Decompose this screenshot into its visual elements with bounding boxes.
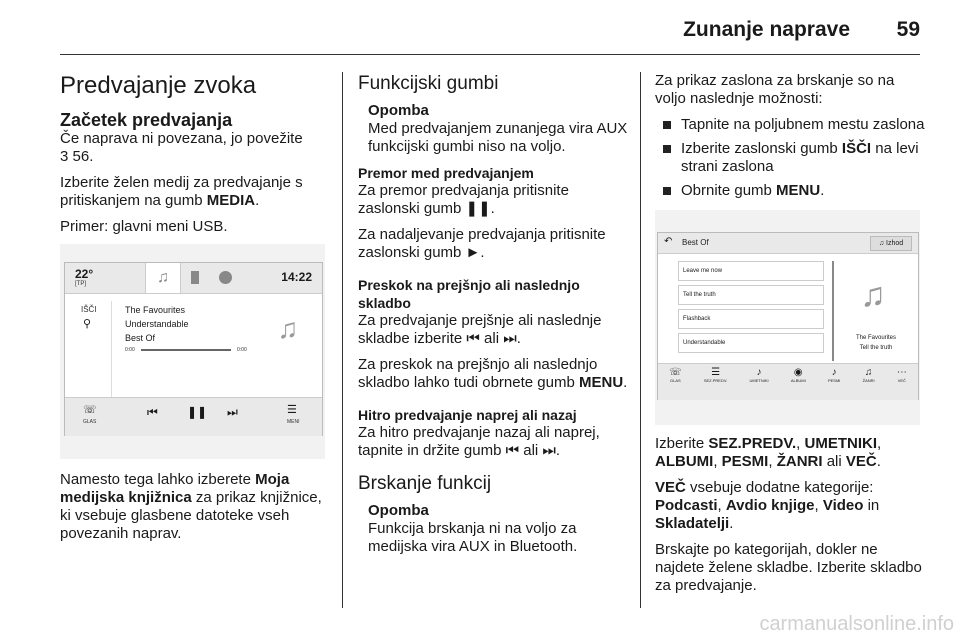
- section-title: Funkcijski gumbi: [358, 73, 499, 94]
- browse-list: [678, 261, 824, 357]
- list-item[interactable]: Tell the truth: [678, 285, 824, 305]
- tab-genres[interactable]: ♫ ŽANRI: [862, 367, 875, 383]
- scrollbar[interactable]: [832, 261, 834, 361]
- menu-icon[interactable]: ☰: [287, 404, 297, 416]
- album-name: The Favourites: [855, 335, 897, 341]
- left-panel: [65, 301, 112, 397]
- list-item[interactable]: Flashback: [678, 309, 824, 329]
- song-title: Understandable: [125, 319, 189, 329]
- column-divider: [342, 72, 343, 608]
- time-start: 0:00: [125, 347, 135, 353]
- paragraph: Brskajte po kategorijah, dokler ne najdete želene skladbe. Izberite skladbo za predvajanje.: [655, 541, 922, 594]
- browse-tabs: [658, 367, 918, 383]
- note-text: Med predvajanjem zunanjega vira AUX funkcijski gumbi niso na voljo.: [368, 120, 628, 155]
- now-playing: [840, 333, 912, 353]
- track-info: [125, 303, 189, 345]
- song-title: Tell the truth: [859, 345, 893, 351]
- album-art-icon: ♫: [277, 313, 299, 344]
- list-item[interactable]: Understandable: [678, 333, 824, 353]
- paragraph: Primer: glavni meni USB.: [60, 218, 228, 235]
- bullet-item: Obrnite gumb MENU.: [655, 182, 925, 200]
- screen-display: [64, 262, 323, 436]
- progress-bar[interactable]: [141, 349, 231, 351]
- search-label[interactable]: IŠČI: [81, 305, 97, 314]
- section-title: Predvajanje zvoka: [60, 72, 257, 99]
- paragraph: VEČ vsebuje dodatne kategorije: Podcasti, Avdio knjige, Video in Skladatelji.: [655, 479, 880, 532]
- header-title: Zunanje naprave: [683, 18, 850, 41]
- subheading: Hitro predvajanje naprej ali nazaj: [358, 407, 577, 423]
- subheading: Premor med predvajanjem: [358, 165, 534, 181]
- browse-screen: [655, 210, 920, 425]
- menu-label: MENI: [287, 419, 300, 425]
- page-reference: 3 56.: [60, 148, 94, 165]
- subheading: Preskok na prejšnjo ali naslednjo skladbo: [358, 277, 580, 311]
- paragraph: Za preskok na prejšnjo ali naslednjo skladbo lahko tudi obrnete gumb MENU.: [358, 356, 628, 391]
- paragraph: Če naprava ni povezana, jo povežite: [60, 130, 303, 147]
- music-tab-icon[interactable]: ♫: [145, 263, 181, 293]
- tab-albums[interactable]: ◉ ALBUMI: [790, 367, 806, 383]
- search-icon[interactable]: ⚲: [83, 318, 92, 330]
- column-2: [358, 72, 628, 564]
- paragraph: Namesto tega lahko izberete Moja medijska knjižnica za prikaz knjižnice, ki vsebuje glasbene datoteke vseh povezanih naprav.: [60, 471, 322, 542]
- tab-voice[interactable]: ☏ GLAS: [669, 367, 682, 383]
- artist-name: Best Of: [125, 333, 156, 343]
- paragraph: Za hitro predvajanje nazaj ali naprej, tapnite in držite gumb ⏮ ali ⏭.: [358, 424, 600, 459]
- column-1: [60, 72, 325, 551]
- voice-icon[interactable]: ☏: [83, 404, 97, 416]
- subsection-title: Začetek predvajanja: [60, 110, 233, 130]
- note-text: Funkcija brskanja ni na voljo za medijska vira AUX in Bluetooth.: [368, 520, 578, 555]
- screen-display: [657, 232, 919, 400]
- tab-artists[interactable]: ♪ UMETNIKI: [749, 367, 769, 383]
- column-3: [655, 72, 925, 603]
- paragraph: Izberite želen medij za predvajanje s pritiskanjem na gumb MEDIA.: [60, 174, 303, 209]
- clock: 14:22: [281, 270, 312, 284]
- next-track-button[interactable]: ⏭: [227, 405, 238, 419]
- tab-songs[interactable]: ♪ PESMI: [827, 367, 841, 383]
- note-heading: Opomba: [368, 502, 429, 519]
- phone-tab-icon[interactable]: [191, 271, 199, 284]
- note: [368, 502, 628, 556]
- paragraph: Za nadaljevanje predvajanja pritisnite zaslonski gumb ►.: [358, 226, 606, 261]
- back-icon[interactable]: ↶: [664, 236, 673, 247]
- bullet-item: Tapnite na poljubnem mestu zaslona: [655, 116, 925, 134]
- tab-playlists[interactable]: ☰ SEZ.PREDV.: [703, 367, 728, 383]
- note-heading: Opomba: [368, 102, 429, 119]
- paragraph: Za premor predvajanja pritisnite zaslonski gumb ❚❚.: [358, 182, 569, 217]
- section-title: Brskanje funkcij: [358, 473, 492, 494]
- source-button[interactable]: ♫ Izhod: [870, 236, 912, 251]
- temperature: 22°: [75, 267, 94, 281]
- tab-more[interactable]: ⋯ VEČ: [896, 367, 907, 383]
- tp-indicator: [TP]: [75, 281, 87, 287]
- page-header: [0, 0, 960, 58]
- note: [368, 102, 628, 156]
- paragraph: Izberite SEZ.PREDV., UMETNIKI, ALBUMI, PESMI, ŽANRI ali VEČ.: [655, 435, 882, 470]
- album-name: The Favourites: [125, 305, 186, 315]
- paragraph: Za prikaz zaslona za brskanje so na voljo naslednje možnosti:: [655, 72, 895, 107]
- watermark: carmanualsonline.info: [759, 613, 954, 635]
- page-number: 59: [896, 18, 920, 41]
- screen-title: Best Of: [682, 238, 709, 247]
- nav-tab-icon[interactable]: [219, 271, 232, 284]
- column-divider: [640, 72, 641, 608]
- pause-button[interactable]: ❚❚: [187, 405, 208, 419]
- media-screen-usb: [60, 244, 325, 459]
- voice-label: GLAS: [83, 419, 97, 425]
- album-art-icon: ♫: [860, 276, 886, 314]
- previous-track-button[interactable]: ⏮: [147, 405, 158, 419]
- paragraph: Za predvajanje prejšnje ali naslednje skladbe izberite ⏮ ali ⏭.: [358, 312, 602, 347]
- time-end: 0:00: [237, 347, 247, 353]
- list-item[interactable]: Leave me now: [678, 261, 824, 281]
- bullet-item: Izberite zaslonski gumb IŠČI na levi strani zaslona: [655, 140, 925, 176]
- header-rule: [60, 54, 920, 55]
